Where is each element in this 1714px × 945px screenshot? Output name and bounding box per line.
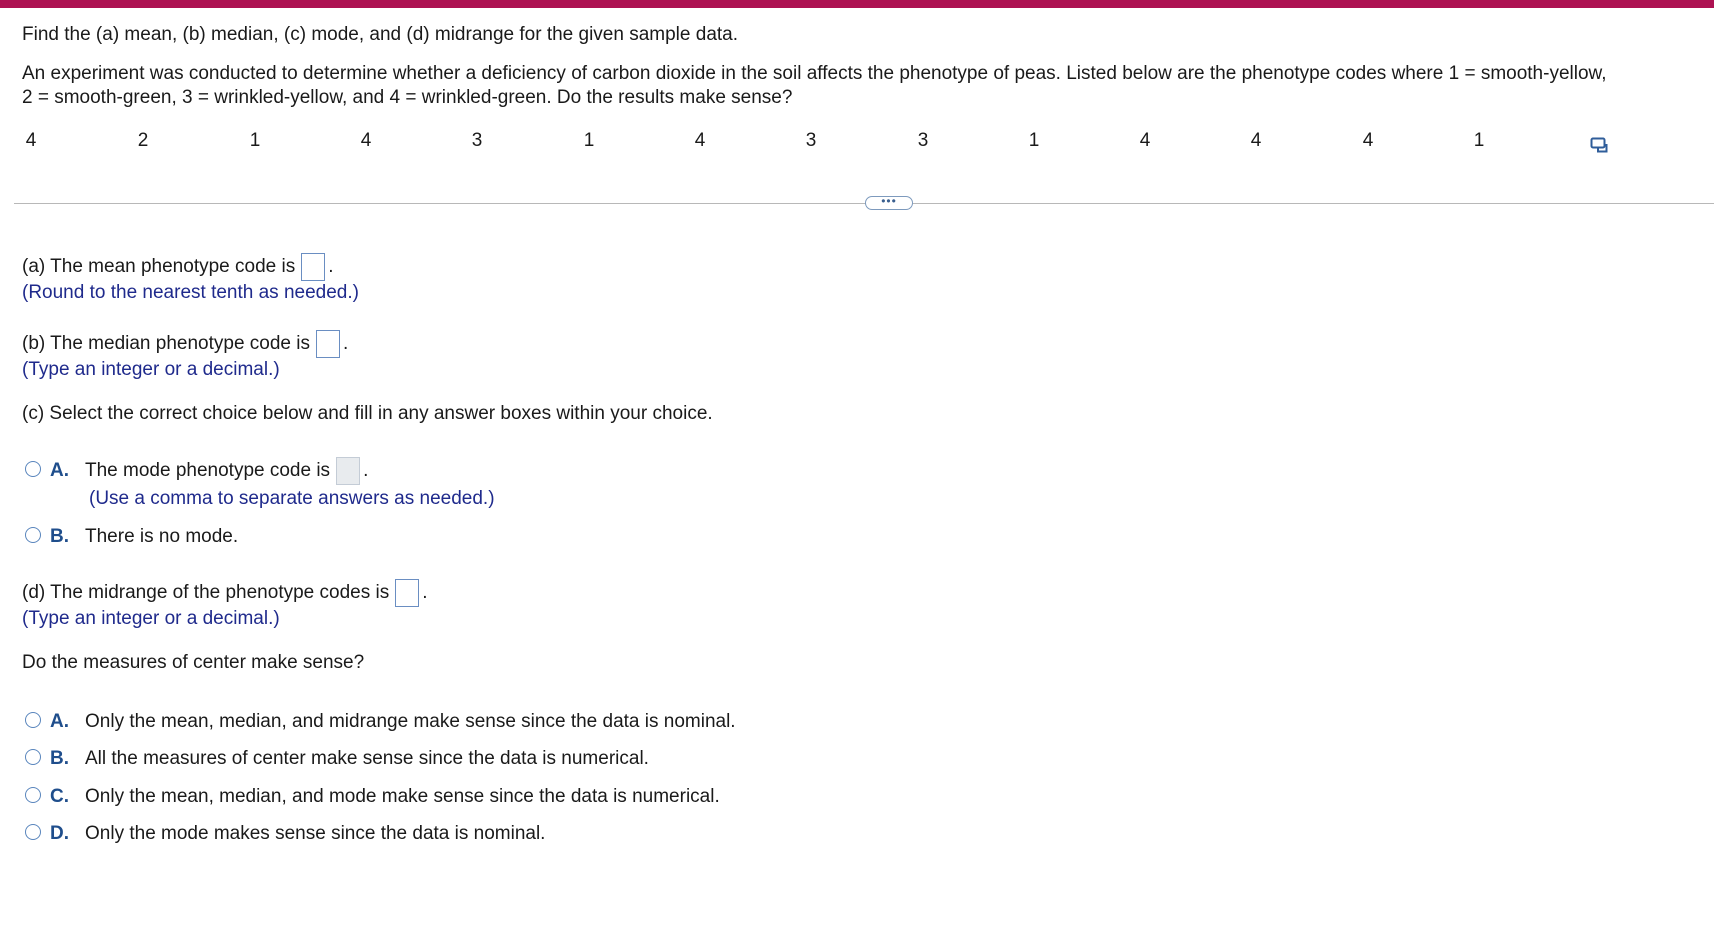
choice-text: Only the mean, median, and mode make sense since the data is numerical. <box>85 786 720 807</box>
choice-letter: A. <box>50 711 69 732</box>
mode-choice-a-hint: (Use a comma to separate answers as needed.) <box>89 488 495 509</box>
question-instruction: Find the (a) mean, (b) median, (c) mode, and (d) midrange for the given sample data. <box>22 24 739 45</box>
data-value: 4 <box>1362 130 1374 151</box>
sense-question: Do the measures of center make sense? <box>22 652 365 673</box>
choice-text: All the measures of center make sense since the data is numerical. <box>85 748 649 769</box>
sense-choice-b[interactable] <box>25 748 649 770</box>
part-b-row: (b) The median phenotype code is . <box>22 330 348 358</box>
top-accent-bar <box>0 0 1714 8</box>
choice-text: The mode phenotype code is <box>85 460 331 482</box>
choice-letter: A. <box>50 460 69 482</box>
data-value: 3 <box>805 130 817 151</box>
sense-choice-d[interactable] <box>25 823 545 845</box>
data-value: 4 <box>25 130 37 151</box>
median-answer-input[interactable] <box>316 330 340 358</box>
data-value: 4 <box>1250 130 1262 151</box>
data-value: 3 <box>471 130 483 151</box>
data-value: 4 <box>1139 130 1151 151</box>
section-divider <box>14 203 1714 204</box>
radio-sense-b[interactable] <box>25 749 41 765</box>
midrange-answer-input[interactable] <box>395 579 419 607</box>
data-value: 4 <box>360 130 372 151</box>
choice-letter: D. <box>50 823 69 844</box>
data-value: 1 <box>249 130 261 151</box>
data-value: 2 <box>137 130 149 151</box>
data-value: 1 <box>1028 130 1040 151</box>
question-context-line1: An experiment was conducted to determine whether a deficiency of carbon dioxide in the soil affects the phenotype of peas. Listed below are the phenotype codes where 1 = smooth-yellow, <box>22 63 1607 84</box>
data-table <box>0 130 1714 156</box>
sense-choice-a[interactable] <box>25 711 736 733</box>
radio-sense-a[interactable] <box>25 712 41 728</box>
radio-sense-d[interactable] <box>25 824 41 840</box>
sense-choice-c[interactable] <box>25 786 720 808</box>
radio-mode-b[interactable] <box>25 527 41 543</box>
data-value: 1 <box>583 130 595 151</box>
part-c-label: (c) Select the correct choice below and fill in any answer boxes within your choice. <box>22 403 713 424</box>
part-d-label: (d) The midrange of the phenotype codes is <box>22 582 390 604</box>
choice-letter: C. <box>50 786 69 807</box>
choice-text: Only the mode makes sense since the data is nominal. <box>85 823 546 844</box>
data-value: 1 <box>1473 130 1485 151</box>
choice-letter: B. <box>50 526 69 547</box>
part-b-hint: (Type an integer or a decimal.) <box>22 359 280 380</box>
part-b-label: (b) The median phenotype code is <box>22 333 310 355</box>
mean-answer-input[interactable] <box>301 253 325 281</box>
mode-choice-a[interactable]: A. The mode phenotype code is . <box>25 457 368 485</box>
choice-letter: B. <box>50 748 69 769</box>
data-value: 3 <box>917 130 929 151</box>
radio-sense-c[interactable] <box>25 787 41 803</box>
part-a-hint: (Round to the nearest tenth as needed.) <box>22 282 359 303</box>
radio-mode-a[interactable] <box>25 461 41 477</box>
mode-answer-input[interactable] <box>336 457 360 485</box>
mode-choice-b[interactable] <box>25 526 238 548</box>
part-a-label: (a) The mean phenotype code is <box>22 256 296 278</box>
part-a-row: (a) The mean phenotype code is . <box>22 253 334 281</box>
choice-text: There is no mode. <box>85 526 239 547</box>
data-value: 4 <box>694 130 706 151</box>
question-context-line2: 2 = smooth-green, 3 = wrinkled-yellow, and 4 = wrinkled-green. Do the results make sense? <box>22 87 793 108</box>
choice-text: Only the mean, median, and midrange make sense since the data is nominal. <box>85 711 736 732</box>
part-d-row: (d) The midrange of the phenotype codes is . <box>22 579 428 607</box>
expand-more-button[interactable]: ••• <box>865 196 913 210</box>
copy-data-icon[interactable] <box>1590 136 1608 154</box>
part-d-hint: (Type an integer or a decimal.) <box>22 608 280 629</box>
